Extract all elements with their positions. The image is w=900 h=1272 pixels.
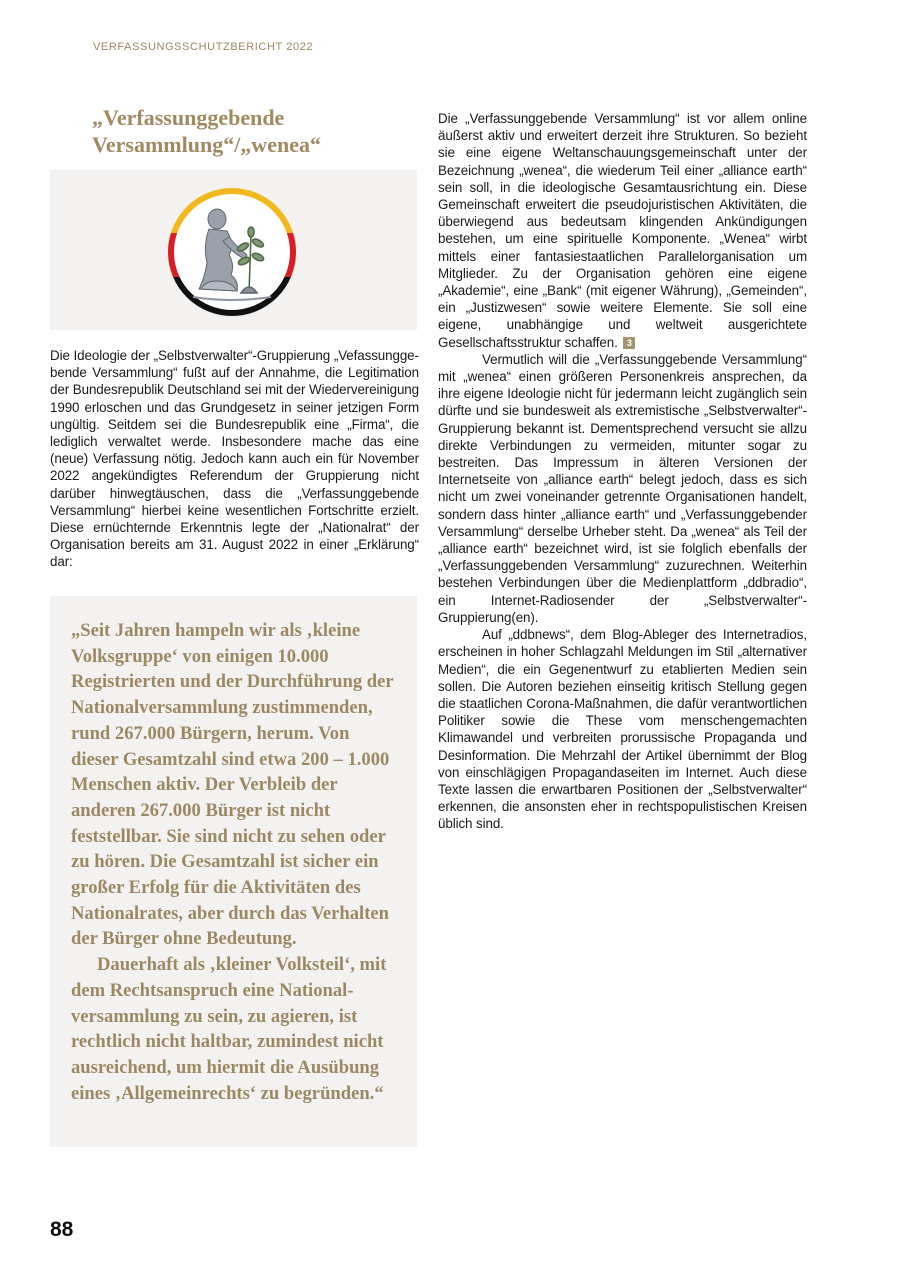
right-column (438, 110, 807, 833)
quote-paragraph: „Seit Jahren hampeln wir als ‚kleine Volksgruppe‘ von einigen 10.000 Registrierten und der Durchführung der Nationalversammlung zustimmenden, rund 267.000 Bürgern, herum. Von dieser Gesamtzahl sind etwa 200 – 1.000 Menschen aktiv. Der Verbleib der anderen 267.000 Bürger ist nicht feststellbar. Sie sind nicht zu sehen oder zu hören. Die Gesamtzahl ist sicher ein großer Erfolg für die Aktivitäten des Nationalrates, aber durch das Verhalten der Bürger ohne Bedeutung. (71, 620, 394, 950)
body-paragraph: Auf „ddbnews“, dem Blog-Ableger des Internetradios, erscheinen in hoher Schlagzahl Meldungen im Stil „alternativer Medien“, die ein Gegenentwurf zu etablierten Medien sein sollen. Die Autoren beziehen einseitig kritisch Stellung gegen die staatlichen Corona-Maßnahmen, die dafür verantwortlichen Politiker sowie die These vom menschengemachten Klimawandel und verbreiten prorussische Propaganda und Desinformation. Die Mehrzahl der Artikel übernimmt der Blog von einschlägigen Propagandaseiten im Internet. Auch diese Texte lassen die erwartbaren Positionen der „Selbstverwalter“ erkennen, die ansonsten eher in rechtspopulistischen Kreisen üblich sind. (438, 627, 807, 832)
logo-panel (50, 170, 417, 330)
body-paragraph-text: Die „Verfassunggebende Versammlung“ ist vor allem online äußerst aktiv und erweitert derzeit ihre Strukturen. So bezieht sie eine eigene Weltanschauungsgemeinschaft unter der Bezeichnung „wenea“, die wiederum Teil einer „alliance earth“ sein soll, in die ideologische Gesamtausrichtung ein. Diese Gemeinschaft erweitert die pseudojuristischen Aktivitäten, die überwiegend aus bedeutsam klingenden Ankündigungen bestehen, um eine spirituelle Komponente. „Wenea“ wirbt mittels einer fantasiestaatlichen Parallelorganisation um Mitglieder. Zu der Organisation gehören eine eigene „Akademie“, eine „Bank“ (mit eigener Währung), „Gemeinden“, ein „Justizwesen“ sowie weitere Elemente. Sie soll eine eigene, unabhängige und weltweit ausgerichtete Gesellschaftsstruktur schaffen. (438, 111, 807, 350)
kneeling-figure-with-plant-logo-icon (165, 185, 299, 319)
running-header: VERFASSUNGSSCHUTZBERICHT 2022 (93, 41, 314, 53)
intro-paragraph: Die Ideologie der „Selbstverwalter“-Gruppierung „Vefassunggebende Versammlung“ fußt auf der Annahme, die Legitimation der Bundesrepublik Deutschland sei mit der Wiedervereinigung 1990 erloschen und das Grundgesetz in seiner jetzigen Form ungültig. Seitdem sei die Bundesrepublik eine „Firma“, die lediglich verwaltet werde. Insbesondere mache das eine (neue) Verfassung nötig. Jedoch kann auch ein für November 2022 angekündigtes Referendum der Gruppierung nicht darüber hinwegtäuschen, dass die „Verfassunggebende Versammlung“ hierbei keine wesentlichen Fortschritte erzielt. Diese ernüchternde Erkenntnis legte der „Nationalrat“ der Organisation bereits am 31. August 2022 in einer „Erklärung“ dar: (50, 348, 419, 570)
quote-paragraph: Dauerhaft als ‚kleiner Volksteil‘, mit dem Rechtsanspruch eine Nationalversammlung zu sein, zu agieren, ist rechtlich nicht haltbar, zumindest nicht ausreichend, um hiermit die Ausübung eines ‚Allgemeinrechts‘ zu begründen.“ (71, 954, 387, 1104)
body-paragraph (438, 110, 807, 351)
reference-badge[interactable]: 3 (623, 337, 635, 349)
section-title: „Verfassunggebende Versammlung“/„wenea“ (92, 105, 321, 157)
body-paragraph: Vermutlich will die „Verfassunggebende Versammlung“ mit „wenea“ einen größeren Personenkreis ansprechen, da ihre eigene Ideologie nicht für jedermann leicht zugänglich sein dürfte und sie bundesweit als extremistische „Selbstverwalter“-Gruppierung bekannt ist. Dementsprechend versucht sie allzu direkte Verbindungen zu vermeiden, mitunter sogar zu bestreiten. Das Impressum in älteren Versionen der Internetseite von „alliance earth“ belegt jedoch, dass es sich nicht um zwei voneinander getrennte Organisationen handelt, sondern dass hinter „alliance earth“ und „Verfassunggebender Versammlung“ derselbe Urheber steht. Da „wenea“ als Teil der „alliance earth“ bezeichnet wird, ist sie folglich ebenfalls der „Verfassunggebenden Versammlung“ zuzurechnen. Weiterhin bestehen Verbindungen über die Medienplattform „ddbradio“, ein Internet-Radiosender der „Selbstverwalter“-Gruppierung(en). (438, 351, 807, 625)
quote-box (50, 596, 417, 1147)
page-number: 88 (50, 1218, 74, 1241)
